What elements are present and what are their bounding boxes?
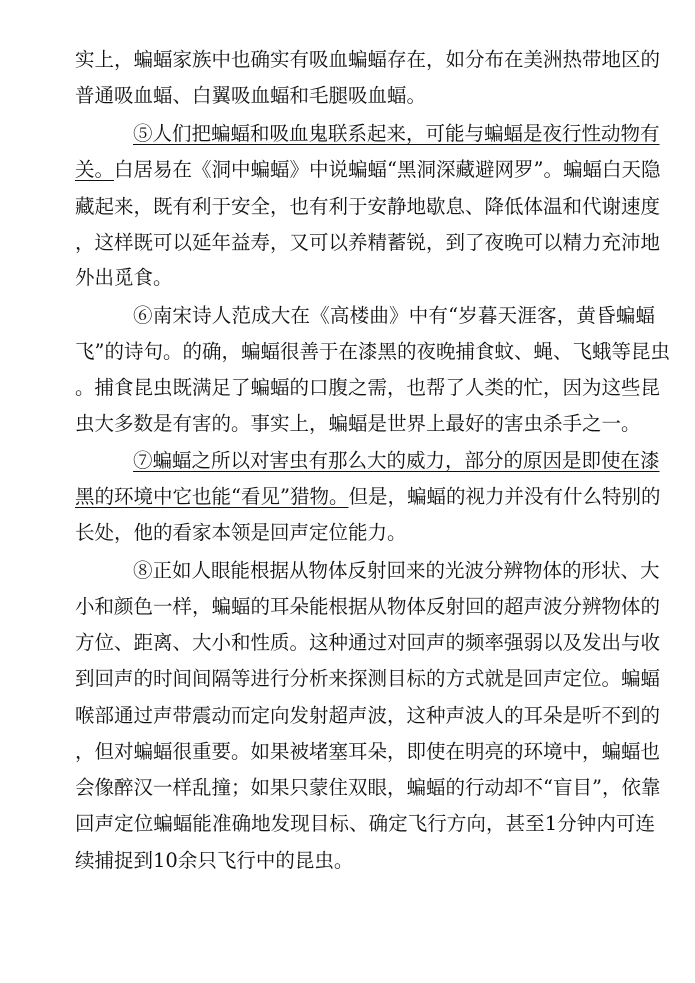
text-line: 回声定位蝙蝠能准确地发现目标、确定飞行方向，甚至1分钟内可连 <box>75 812 655 835</box>
paragraph-7-start <box>133 448 660 474</box>
underlined-sentence: 关。 <box>75 158 115 181</box>
paragraph-5-start <box>133 121 660 147</box>
underlined-sentence: ⑤人们把蝙蝠和吸血鬼联系起来，可能与蝙蝠是夜行性动物有 <box>133 122 660 145</box>
text-line: ，但对蝙蝠很重要。如果被堵塞耳朵，即使在明亮的环境中，蝙蝠也 <box>75 740 661 763</box>
text-line: 会像醉汉一样乱撞；如果只蒙住双眼，蝙蝠的行动却不“盲目”，依靠 <box>75 776 661 799</box>
text-line: 实上，蝙蝠家族中也确实有吸血蝙蝠存在，如分布在美洲热带地区的 <box>75 48 661 71</box>
text-line: 普通吸血蝠、白翼吸血蝠和毛腿吸血蝠。 <box>75 84 427 107</box>
text-line: 关。白居易在《洞中蝙蝠》中说蝙蝠“黑洞深藏避网罗”。蝙蝠白天隐 <box>75 158 661 181</box>
paragraph-8-start: ⑧正如人眼能根据从物体反射回来的光波分辨物体的形状、大 <box>133 559 660 582</box>
underlined-sentence: 黑的环境中它也能“看见”猎物。 <box>75 485 349 508</box>
text-line: 。捕食昆虫既满足了蝙蝠的口腹之需，也帮了人类的忙，因为这些昆 <box>75 376 661 399</box>
text-line: 虫大多数是有害的。事实上，蝙蝠是世界上最好的害虫杀手之一。 <box>75 412 641 435</box>
text-line: 外出觅食。 <box>75 266 173 289</box>
text-line: 长处，他的看家本领是回声定位能力。 <box>75 521 407 544</box>
underlined-sentence: ⑦蝙蝠之所以对害虫有那么大的威力，部分的原因是即使在漆 <box>133 449 660 472</box>
text-line: 黑的环境中它也能“看见”猎物。但是，蝙蝠的视力并没有什么特别的 <box>75 485 661 508</box>
text-line: 小和颜色一样，蝙蝠的耳朵能根据从物体反射回的超声波分辨物体的 <box>75 595 661 618</box>
text-line: 方位、距离、大小和性质。这种通过对回声的频率强弱以及发出与收 <box>75 631 661 654</box>
paragraph-6-start: ⑥南宋诗人范成大在《高楼曲》中有“岁暮天涯客，黄昏蝙蝠 <box>133 304 655 327</box>
text-line: 到回声的时间间隔等进行分析来探测目标的方式就是回声定位。蝙蝠 <box>75 667 661 690</box>
text-line: 喉部通过声带震动而定向发射超声波，这种声波人的耳朵是听不到的 <box>75 704 661 727</box>
text-line: 藏起来，既有利于安全，也有利于安静地歇息、降低体温和代谢速度 <box>75 195 661 218</box>
text-line: 飞”的诗句。的确，蝙蝠很善于在漆黑的夜晚捕食蚊、蝇、飞蛾等昆虫 <box>75 340 670 363</box>
text-line: ，这样既可以延年益寿，又可以养精蓄锐，到了夜晚可以精力充沛地 <box>75 231 661 254</box>
text-line: 续捕捉到10余只飞行中的昆虫。 <box>75 849 354 872</box>
